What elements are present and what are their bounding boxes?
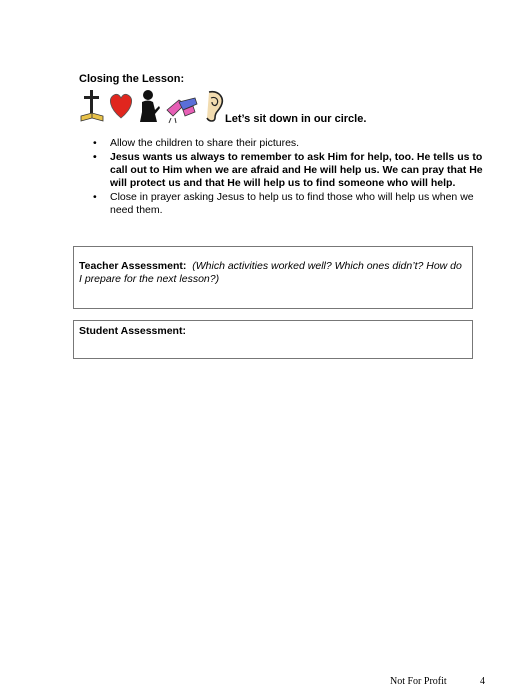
bullet-text: Allow the children to share their pictures. (110, 137, 300, 149)
list-item (93, 151, 488, 190)
ear-icon (201, 88, 227, 124)
bullet-dot: • (93, 151, 97, 163)
closing-bullet-list (93, 137, 488, 218)
bullet-dot: • (93, 137, 97, 149)
list-item (93, 191, 488, 217)
page-number: 4 (480, 676, 485, 687)
teacher-assessment-prompt: (Which activities worked well? Which ones didn’t? How do I prepare for the next lesson?) (79, 260, 462, 285)
bullet-text: Jesus wants us always to remember to ask Him for help, too. He tells us to call out to Him when we are afraid and He will help us. We can pray that He will protect us and that He will help us to find someone who will help. (110, 151, 483, 189)
teacher-assessment-label: Teacher Assessment: (79, 260, 187, 272)
icon-caption: Let’s sit down in our circle. (225, 113, 367, 125)
section-heading: Closing the Lesson: (79, 73, 185, 85)
student-assessment-text (79, 325, 464, 338)
list-item (93, 137, 488, 150)
student-assessment-box[interactable] (73, 320, 473, 359)
footer-note: Not For Profit (390, 676, 447, 687)
praying-child-icon (137, 88, 163, 124)
teacher-assessment-box[interactable] (73, 246, 473, 309)
cross-with-bible-icon (79, 88, 105, 124)
teacher-assessment-text (79, 260, 464, 286)
page-footer (0, 676, 532, 688)
bullet-dot: • (93, 191, 97, 203)
bullet-text: Close in prayer asking Jesus to help us to find those who will help us when we need them. (110, 191, 474, 216)
helping-hands-icon (165, 88, 199, 124)
heart-icon (107, 88, 135, 124)
student-assessment-label: Student Assessment: (79, 325, 186, 337)
